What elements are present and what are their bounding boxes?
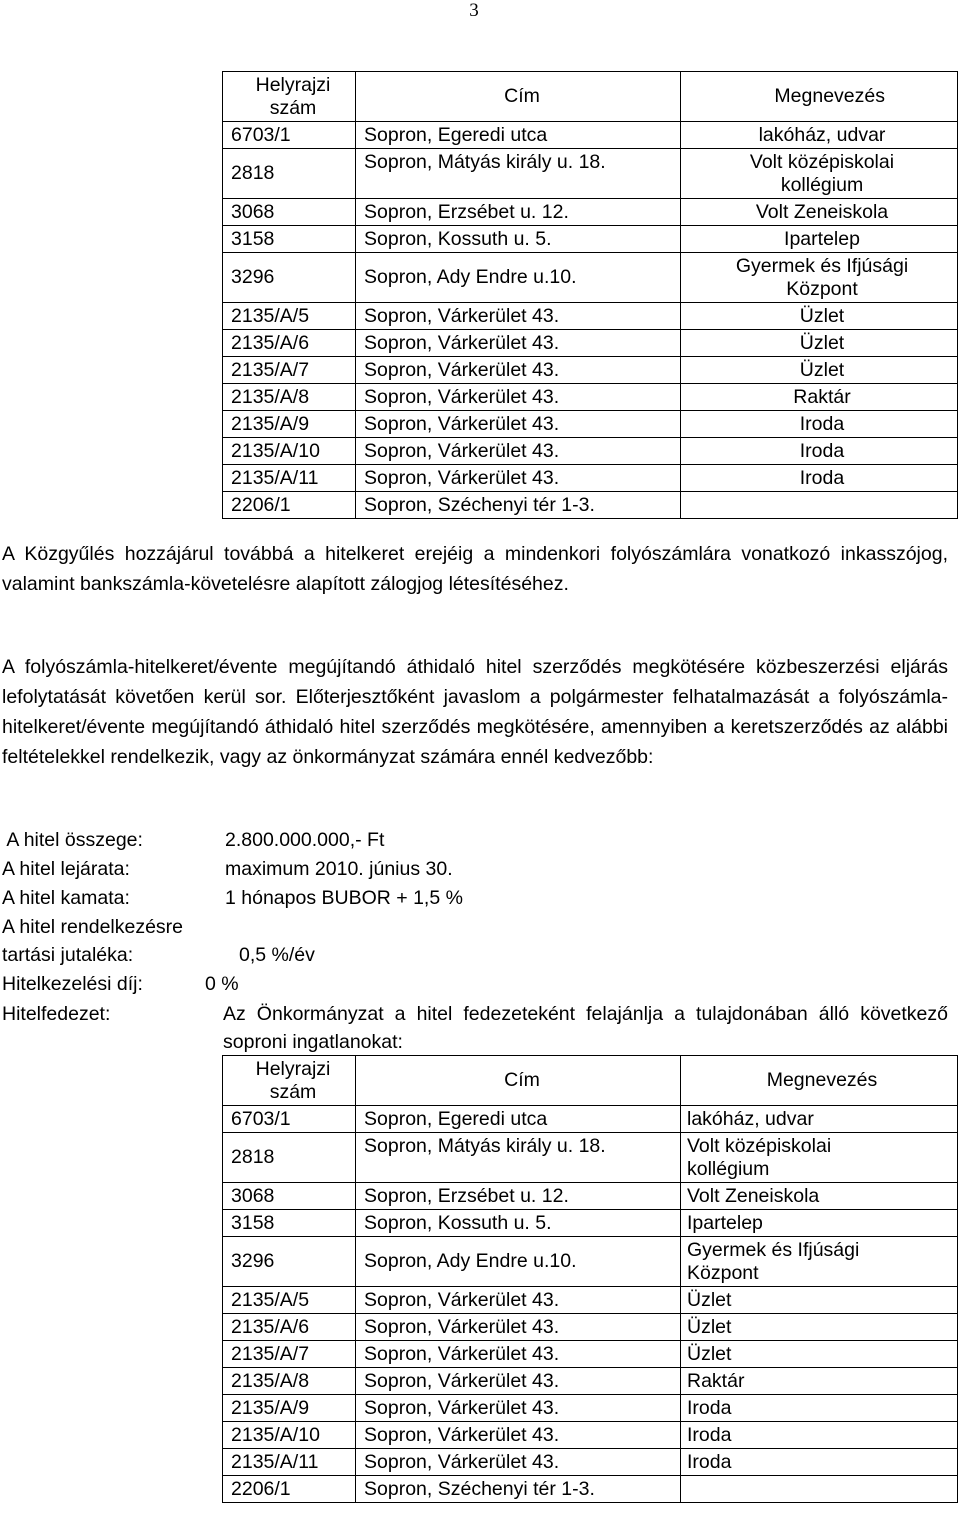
table-row [223, 226, 958, 253]
cell-name: Üzlet [681, 303, 958, 330]
cell-name [681, 1237, 958, 1287]
term-collateral-label: Hitelfedezet: [2, 1003, 111, 1025]
table-row [223, 1314, 958, 1341]
term-fee-label-line2: tartási jutaléka: [2, 944, 134, 966]
cell-name: Iroda [681, 438, 958, 465]
cell-address: Sopron, Várkerület 43. [356, 1395, 681, 1422]
table-row [223, 149, 958, 199]
table-row [223, 1287, 958, 1314]
header-hrsz-line2: szám [269, 1080, 317, 1103]
cell-name-line2: kollégium [687, 1157, 770, 1180]
header-name: Megnevezés [681, 1056, 958, 1106]
table-header-row [223, 72, 958, 122]
table-row [223, 1422, 958, 1449]
cell-hrsz: 2135/A/10 [223, 1422, 356, 1449]
cell-name: Ipartelep [681, 226, 958, 253]
header-hrsz [223, 72, 356, 122]
cell-hrsz: 2135/A/10 [223, 438, 356, 465]
cell-hrsz: 2135/A/8 [223, 384, 356, 411]
cell-hrsz: 3296 [223, 1237, 356, 1287]
table-row [223, 465, 958, 492]
cell-hrsz: 2818 [223, 1133, 356, 1183]
cell-hrsz: 2135/A/7 [223, 357, 356, 384]
table-row [223, 1368, 958, 1395]
header-hrsz-line2: szám [269, 96, 317, 119]
term-fee-value: 0,5 %/év [239, 944, 315, 966]
cell-address: Sopron, Széchenyi tér 1-3. [356, 1476, 681, 1503]
cell-address: Sopron, Várkerület 43. [356, 1449, 681, 1476]
table-row [223, 1106, 958, 1133]
cell-hrsz: 3068 [223, 199, 356, 226]
term-interest-label: A hitel kamata: [2, 887, 130, 909]
cell-name: Iroda [681, 1422, 958, 1449]
cell-name-line1: Gyermek és Ifjúsági [735, 254, 909, 277]
consent-paragraph: A Közgyűlés hozzájárul továbbá a hitelkeret erejéig a mindenkori folyószámlára vonatkozó inkasszójog, valamint bankszámla-követelésre alapított zálogjog létesítéséhez. [2, 543, 948, 595]
cell-name-line2: Központ [687, 1261, 759, 1284]
cell-address: Sopron, Várkerület 43. [356, 303, 681, 330]
cell-address: Sopron, Mátyás király u. 18. [356, 1133, 681, 1183]
cell-name [681, 253, 958, 303]
term-mgmt-label: Hitelkezelési díj: [2, 973, 143, 995]
cell-name-line2: Központ [786, 277, 858, 300]
cell-name: Volt Zeneiskola [681, 199, 958, 226]
page-number: 3 [469, 0, 479, 21]
table-row [223, 411, 958, 438]
cell-name [681, 1476, 958, 1503]
table-row [223, 1341, 958, 1368]
cell-name: Ipartelep [681, 1210, 958, 1237]
cell-name: Iroda [681, 1449, 958, 1476]
cell-address: Sopron, Széchenyi tér 1-3. [356, 492, 681, 519]
cell-address: Sopron, Várkerület 43. [356, 1368, 681, 1395]
table-row [223, 122, 958, 149]
cell-hrsz: 2135/A/5 [223, 1287, 356, 1314]
term-maturity-value: maximum 2010. június 30. [225, 858, 453, 880]
cell-name: Üzlet [681, 357, 958, 384]
cell-name: Volt Zeneiskola [681, 1183, 958, 1210]
cell-hrsz: 2135/A/8 [223, 1368, 356, 1395]
cell-hrsz: 6703/1 [223, 122, 356, 149]
header-name: Megnevezés [681, 72, 958, 122]
cell-name: lakóház, udvar [681, 122, 958, 149]
cell-name: Iroda [681, 465, 958, 492]
term-fee-label-line1: A hitel rendelkezésre [2, 916, 184, 938]
cell-hrsz: 2135/A/11 [223, 465, 356, 492]
cell-hrsz: 2135/A/5 [223, 303, 356, 330]
cell-address: Sopron, Várkerület 43. [356, 438, 681, 465]
cell-address: Sopron, Várkerület 43. [356, 384, 681, 411]
cell-name-line2: kollégium [780, 173, 864, 196]
cell-address: Sopron, Mátyás király u. 18. [356, 149, 681, 199]
table-row [223, 1183, 958, 1210]
term-interest-value: 1 hónapos BUBOR + 1,5 % [225, 887, 463, 909]
cell-name [681, 149, 958, 199]
cell-address: Sopron, Várkerület 43. [356, 357, 681, 384]
table-row [223, 492, 958, 519]
cell-address: Sopron, Kossuth u. 5. [356, 1210, 681, 1237]
cell-hrsz: 3068 [223, 1183, 356, 1210]
cell-address: Sopron, Erzsébet u. 12. [356, 1183, 681, 1210]
cell-name: Üzlet [681, 1287, 958, 1314]
header-address: Cím [356, 1056, 681, 1106]
cell-address: Sopron, Ady Endre u.10. [356, 253, 681, 303]
property-table-2 [222, 1055, 958, 1503]
cell-address: Sopron, Ady Endre u.10. [356, 1237, 681, 1287]
term-amount-value: 2.800.000.000,- Ft [225, 829, 385, 851]
table-row [223, 199, 958, 226]
table-row [223, 357, 958, 384]
cell-name: Raktár [681, 384, 958, 411]
table-row [223, 1210, 958, 1237]
cell-hrsz: 2818 [223, 149, 356, 199]
term-mgmt-value: 0 % [205, 973, 239, 995]
cell-address: Sopron, Várkerület 43. [356, 330, 681, 357]
cell-address: Sopron, Várkerület 43. [356, 1422, 681, 1449]
cell-name: Üzlet [681, 330, 958, 357]
cell-hrsz: 3158 [223, 226, 356, 253]
cell-name: Üzlet [681, 1314, 958, 1341]
table-row [223, 1133, 958, 1183]
cell-address: Sopron, Várkerület 43. [356, 1314, 681, 1341]
cell-address: Sopron, Várkerület 43. [356, 411, 681, 438]
header-hrsz-line1: Helyrajzi [255, 1057, 331, 1080]
cell-hrsz: 2135/A/7 [223, 1341, 356, 1368]
term-maturity-label: A hitel lejárata: [2, 858, 130, 880]
cell-hrsz: 2206/1 [223, 492, 356, 519]
property-table-1 [222, 71, 958, 519]
term-amount-label: A hitel összege: [2, 829, 143, 851]
cell-name: lakóház, udvar [681, 1106, 958, 1133]
cell-hrsz: 6703/1 [223, 1106, 356, 1133]
cell-hrsz: 2135/A/6 [223, 330, 356, 357]
cell-name: Iroda [681, 411, 958, 438]
header-hrsz-line1: Helyrajzi [255, 73, 331, 96]
cell-hrsz: 2135/A/9 [223, 1395, 356, 1422]
cell-address: Sopron, Várkerület 43. [356, 1341, 681, 1368]
cell-name [681, 492, 958, 519]
cell-name-line1: Gyermek és Ifjúsági [687, 1238, 860, 1261]
cell-name: Üzlet [681, 1341, 958, 1368]
table-row [223, 1395, 958, 1422]
table-row [223, 1476, 958, 1503]
table-row [223, 330, 958, 357]
table-row [223, 1237, 958, 1287]
cell-address: Sopron, Egeredi utca [356, 1106, 681, 1133]
cell-hrsz: 3296 [223, 253, 356, 303]
cell-hrsz: 2206/1 [223, 1476, 356, 1503]
cell-address: Sopron, Egeredi utca [356, 122, 681, 149]
table-row [223, 438, 958, 465]
cell-hrsz: 2135/A/9 [223, 411, 356, 438]
cell-hrsz: 3158 [223, 1210, 356, 1237]
cell-hrsz: 2135/A/6 [223, 1314, 356, 1341]
table-row [223, 1449, 958, 1476]
table-row [223, 384, 958, 411]
cell-name [681, 1133, 958, 1183]
table-row [223, 253, 958, 303]
cell-name-line1: Volt középiskolai [749, 150, 895, 173]
header-address: Cím [356, 72, 681, 122]
cell-address: Sopron, Erzsébet u. 12. [356, 199, 681, 226]
cell-name: Iroda [681, 1395, 958, 1422]
cell-name-line1: Volt középiskolai [687, 1134, 832, 1157]
proposal-paragraph: A folyószámla-hitelkeret/évente megújítandó áthidaló hitel szerződés megkötésére közbeszerzési eljárás lefolytatását követően kerül sor. Előterjesztőként javaslom a polgármester felhatalmazását a folyószámla-hitelkeret/évente megújítandó áthidaló hitel szerződés megkötésére, amennyiben a keretszerződés az alábbi feltételekkel rendelkezik, vagy az önkormányzat számára ennél kedvezőbb: [2, 656, 948, 768]
term-collateral-value: Az Önkormányzat a hitel fedezeteként felajánlja a tulajdonában álló következő soproni ingatlanokat: [223, 1003, 948, 1053]
cell-address: Sopron, Várkerület 43. [356, 1287, 681, 1314]
header-hrsz [223, 1056, 356, 1106]
cell-address: Sopron, Kossuth u. 5. [356, 226, 681, 253]
table-row [223, 303, 958, 330]
table-header-row [223, 1056, 958, 1106]
cell-hrsz: 2135/A/11 [223, 1449, 356, 1476]
cell-address: Sopron, Várkerület 43. [356, 465, 681, 492]
cell-name: Raktár [681, 1368, 958, 1395]
